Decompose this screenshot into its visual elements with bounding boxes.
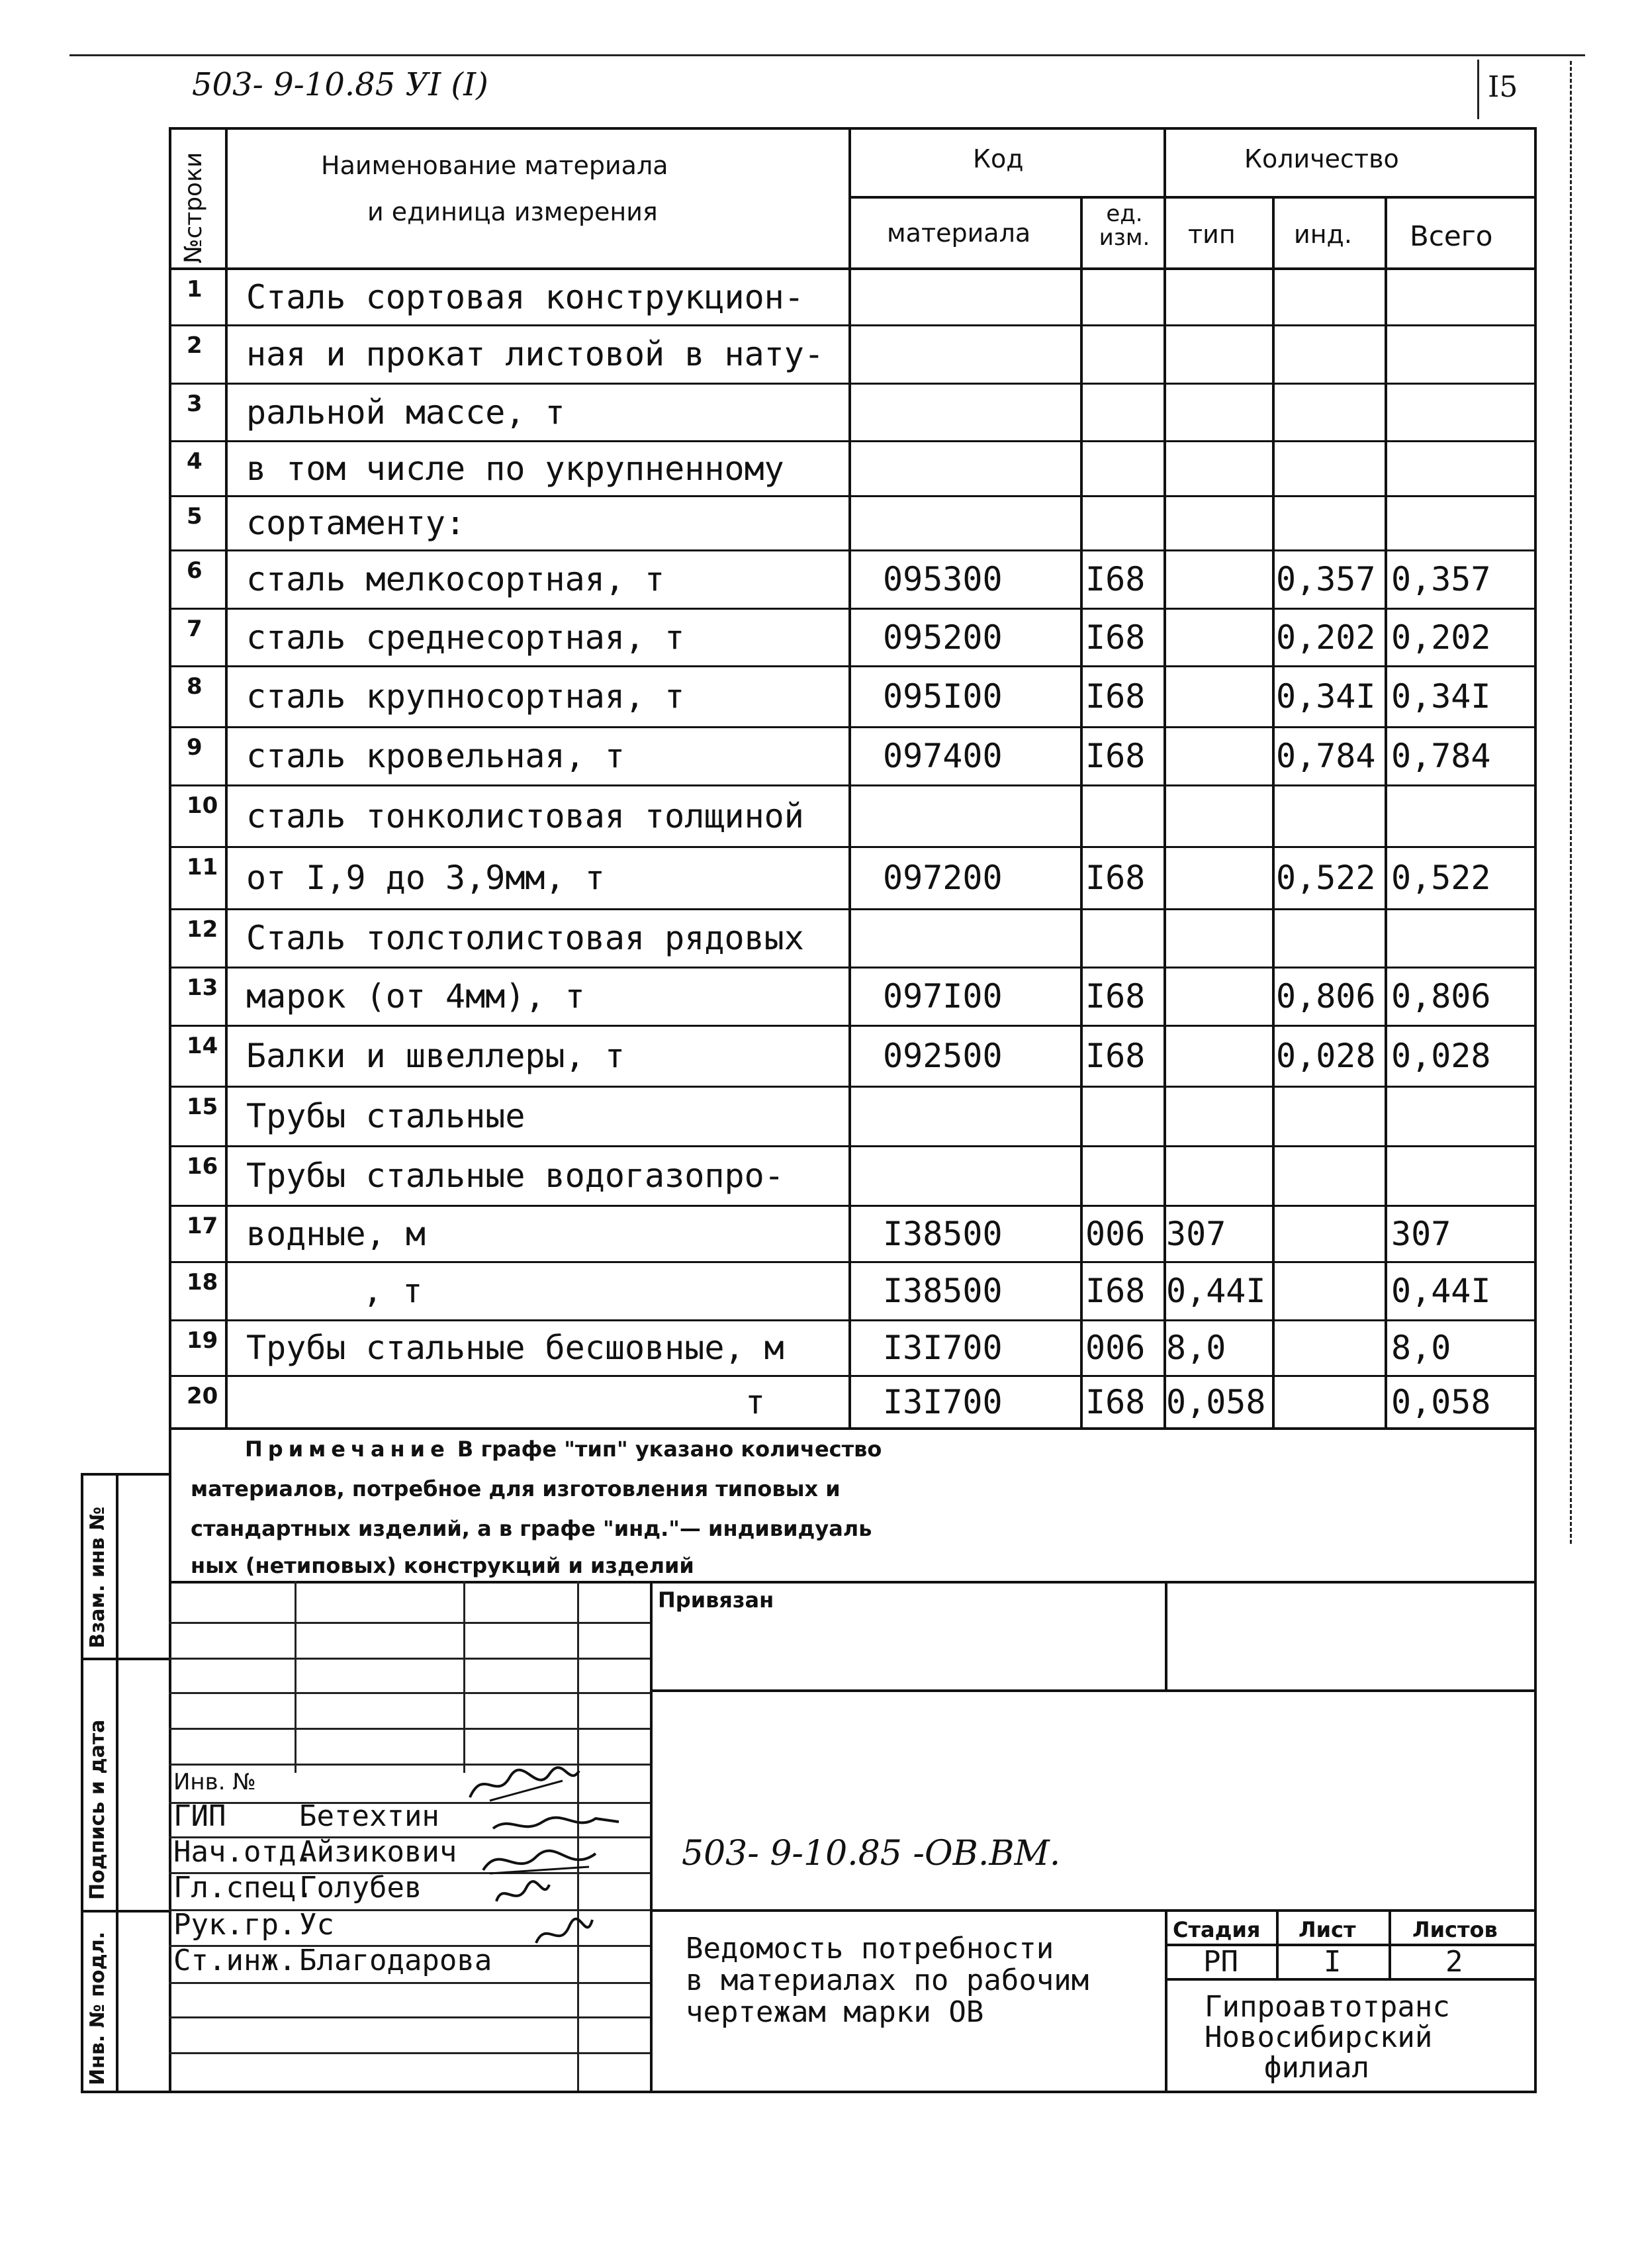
unit-code: I68 [1085,737,1146,775]
name-header-line2: и единица измерения [367,197,658,226]
side-label-vzam: Взам. инв № [86,1506,109,1648]
material-code: 095300 [883,560,1003,598]
org-line3: филиал [1264,2051,1369,2085]
quantity-ind: 0,806 [1276,977,1376,1016]
material-code: 097400 [883,737,1003,775]
unit-code: I68 [1085,977,1146,1016]
material-code: I3I700 [883,1329,1003,1367]
row-number: 6 [187,557,203,584]
quantity-ind: 0,028 [1276,1037,1376,1075]
unit-header: ед. изм. [1099,201,1150,251]
quantity-total: 0,028 [1391,1037,1491,1075]
row-number: 11 [187,854,218,880]
unit-code: I68 [1085,1037,1146,1075]
note-line3: стандартных изделий, а в графе "инд."— индивидуаль [191,1516,872,1541]
signature-betekhtin [463,1761,582,1807]
row-number: 8 [187,673,203,700]
inv-no-label: Инв. № [173,1769,256,1795]
unit-code: I68 [1085,677,1146,716]
quantity-total: 0,806 [1391,977,1491,1016]
unit-code: I68 [1085,560,1146,598]
name-header-line1: Наименование материала [321,151,668,180]
unit-code: I68 [1085,1382,1146,1421]
staff-name: Айзикович [299,1835,457,1869]
signature-ayzikovich [490,1802,622,1842]
quantity-type: 0,058 [1166,1382,1266,1421]
quantity-total: 0,202 [1391,618,1491,657]
note-line2: материалов, потребное для изготовления типовых и [191,1476,841,1501]
privyazan-label: Привязан [658,1587,774,1613]
material-code: 092500 [883,1037,1003,1075]
row-number: 4 [187,448,203,475]
unit-code: I68 [1085,618,1146,657]
page-number: I5 [1488,70,1518,104]
material-code: 097I00 [883,977,1003,1016]
doc-code-top: 503- 9-10.85 УI (I) [192,66,488,103]
quantity-ind: 0,784 [1276,737,1376,775]
note-line1 [245,1437,882,1462]
signature-us [490,1875,556,1914]
note-line4: ных (нетиповых) конструкций и изделий [191,1553,694,1578]
staff-role: Рук.гр. [173,1908,296,1942]
row-number-header: №строки [180,152,207,263]
quantity-total: 0,784 [1391,737,1491,775]
sheets-value: 2 [1445,1945,1463,1979]
quantity-ind: 0,522 [1276,859,1376,897]
row-number: 9 [187,734,203,761]
unit-code: I68 [1085,1272,1146,1310]
row-number: 7 [187,616,203,642]
org-line1: Гипроавтотранс [1205,1990,1450,2024]
quantity-header: Количество [1244,144,1399,173]
staff-role: Ст.инж. [173,1944,296,1977]
quantity-type: 8,0 [1166,1329,1226,1367]
material-name: сталь тонколистовая толщиной [246,796,804,835]
quantity-ind: 0,202 [1276,618,1376,657]
staff-role: ГИП [173,1799,226,1833]
material-name: т [745,1382,766,1421]
material-name: Трубы стальные водогазопро- [246,1157,784,1195]
side-label-podpis: Подпись и дата [86,1719,109,1900]
material-name: Трубы стальные [246,1097,525,1135]
sheets-label: Листов [1412,1917,1498,1942]
quantity-type: 0,44I [1166,1272,1266,1310]
material-code: 097200 [883,859,1003,897]
note-label: Примечание [245,1437,450,1462]
row-number: 16 [187,1153,218,1180]
material-code: 095I00 [883,677,1003,716]
quantity-total: 0,357 [1391,560,1491,598]
staff-name: Ус [299,1908,334,1942]
row-number: 14 [187,1033,218,1059]
material-name: сталь мелкосортная, т [246,560,665,598]
material-header: материала [887,218,1031,248]
row-number: 20 [187,1383,218,1409]
material-name: сталь среднесортная, т [246,618,685,657]
staff-role: Нач.отд. [173,1835,314,1869]
quantity-total: 0,44I [1391,1272,1491,1310]
material-name: водные, м [246,1214,426,1253]
title-line2: в материалах по рабочим [686,1963,1089,1997]
table-row [169,1375,1534,1427]
staff-name: Благодарова [299,1944,492,1977]
row-number: 3 [187,391,203,417]
row-number: 12 [187,916,218,943]
total-header: Всего [1410,220,1493,252]
title-doc-code: 503- 9-10.85 -ОВ.ВМ. [682,1834,1061,1873]
signature-golubev [477,1840,602,1880]
material-code: I38500 [883,1272,1003,1310]
material-name: Сталь сортовая конструкцион- [246,277,804,316]
note-text-1: В графе "тип" указано количество [457,1437,882,1462]
quantity-ind: 0,34I [1276,677,1376,716]
material-name: Балки и швеллеры, т [246,1037,625,1075]
material-name: ральной массе, т [246,393,565,432]
sheet-value: I [1324,1945,1342,1979]
material-code: I3I700 [883,1382,1003,1421]
material-name: , т [363,1272,423,1310]
row-number: 1 [187,276,203,303]
stage-label: Стадия [1173,1917,1261,1942]
material-name: сталь крупносортная, т [246,677,685,716]
staff-role: Гл.спец. [173,1871,314,1905]
material-code: I38500 [883,1214,1003,1253]
title-line3: чертежам марки ОВ [686,1995,984,2029]
ind-header: инд. [1294,220,1352,249]
quantity-total: 8,0 [1391,1329,1451,1367]
unit-code: 006 [1085,1214,1146,1253]
quantity-total: 0,058 [1391,1382,1491,1421]
row-number: 13 [187,974,218,1001]
material-code: 095200 [883,618,1003,657]
signature-blagodarova [529,1913,596,1953]
material-name: Сталь толстолистовая рядовых [246,919,804,957]
material-name: в том числе по укрупненному [246,449,784,488]
material-name: сортаменту: [246,504,466,542]
material-name: Трубы стальные бесшовные, м [246,1329,784,1367]
quantity-ind: 0,357 [1276,560,1376,598]
material-name: ная и прокат листовой в нату- [246,335,824,373]
row-number: 19 [187,1327,218,1354]
row-number: 5 [187,503,203,530]
sheet-label: Лист [1299,1917,1356,1942]
unit-code: 006 [1085,1329,1146,1367]
quantity-total: 0,522 [1391,859,1491,897]
material-name: марок (от 4мм), т [246,977,585,1016]
quantity-type: 307 [1166,1214,1226,1253]
material-name: сталь кровельная, т [246,737,625,775]
unit-code: I68 [1085,859,1146,897]
row-number: 10 [187,792,218,819]
org-line2: Новосибирский [1205,2020,1433,2054]
stage-value: РП [1203,1945,1238,1979]
row-number: 15 [187,1094,218,1120]
row-number: 2 [187,332,203,359]
code-header: Код [973,144,1024,173]
row-number: 17 [187,1213,218,1239]
title-line1: Ведомость потребности [686,1932,1054,1965]
staff-name: Голубев [299,1871,422,1905]
staff-name: Бетехтин [299,1799,439,1833]
row-number: 18 [187,1269,218,1296]
material-name: от I,9 до 3,9мм, т [246,859,605,897]
quantity-total: 0,34I [1391,677,1491,716]
quantity-total: 307 [1391,1214,1451,1253]
side-label-inv-podl: Инв. № подл. [86,1931,109,2085]
type-header: тип [1188,220,1236,249]
